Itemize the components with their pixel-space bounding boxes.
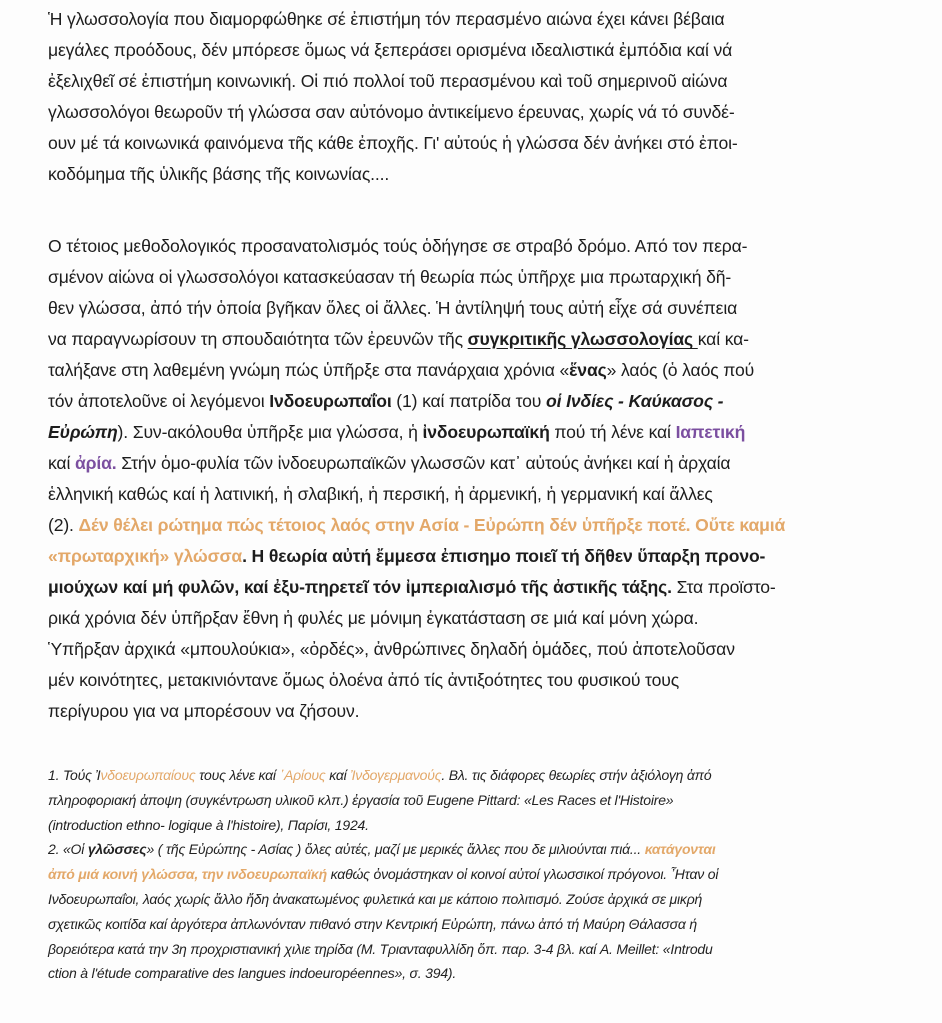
- text-line: [48, 448, 928, 479]
- bold-statement: μιούχων καί μή φυλῶν, καί ἐξυ-πηρετεῖ τόν ἰμπεριαλισμό τῆς ἀστικῆς τάξης.: [48, 577, 672, 597]
- orange-term: Ἰνδογερμανούς: [350, 767, 442, 783]
- footnote-1-line: [48, 763, 928, 788]
- bold-term: ἰνδοευρωπαϊκή: [422, 422, 550, 442]
- text-run: καί: [325, 767, 351, 783]
- text-line: Ο τέτοιος μεθοδολογικός προσανατολισμός τούς ὁδήγησε σε στραβό δρόμο. Από τον περα-: [48, 236, 748, 256]
- text-line: ουν μέ τά κοινωνικά φαινόμενα τῆς κάθε ἐποχῆς. Γι' αὐτούς ἡ γλώσσα δέν ἀνήκει στό ἐποι-: [48, 133, 738, 153]
- footnote-2-line: [48, 837, 928, 862]
- text-run: να παραγνωρίσουν τη σπουδαιότητα τῶν ἐρευνῶν τῆς: [48, 329, 468, 349]
- text-line: [48, 541, 928, 572]
- text-line: θεν γλώσσα, ἀπό τήν ὁποία βγῆκαν ὅλες οἱ ἄλλες. Ἡ ἀντίληψή τους αὐτή εἶχε σά συνέπεια: [48, 298, 738, 318]
- bold-term: ἕνας: [569, 360, 607, 380]
- text-line: ρικά χρόνια δέν ὑπῆρξαν ἔθνη ἡ φυλές με μόνιμη ἐγκατάσταση σε μιά καί μόνη χώρα.: [48, 608, 699, 628]
- footnote-2-line: ction à l'étude comparative des langues indoeuropéennes», σ. 394).: [48, 965, 457, 982]
- purple-term: Ιαπετική: [675, 422, 746, 442]
- text-line: [48, 510, 928, 541]
- text-line: [48, 355, 928, 386]
- footnote-2-line: βορειότερα κατά την 3η προχριστιανική χιλιε τηρίδα (Μ. Τριανταφυλλίδη ὅπ. παρ. 3-4 βλ. καί A. Meillet: «Introdu: [48, 940, 713, 957]
- paragraph-1: [48, 4, 928, 190]
- footnote-2-line: σχετικῶς κοιτίδα καί ἀργότερα ἀπλωνόνταν πιθανό στην Κεντρική Εὐρώπη, πάνω ἀπό τή Μαύρη Θάλασσα ή: [48, 915, 697, 932]
- text-run: 1. Τούς Ἰ: [48, 767, 101, 783]
- text-run: ). Συν-ακόλουθα ὑπῆρξε μια γλώσσα, ἡ: [117, 422, 423, 442]
- text-run: Στήν ὁμο-φυλία τῶν ἰνδοευρωπαϊκῶν γλωσσῶν κατ᾿ αὐτούς ἀνήκει καί ἡ ἀρχαία: [116, 453, 731, 473]
- text-run: πού τή λένε καί: [549, 422, 676, 442]
- text-run: καί: [48, 453, 75, 473]
- bold-term: Ινδοευρωπαΐοι: [269, 391, 392, 411]
- footnote-1-line: (introduction ethno- logique à l'histoire), Παρίσι, 1924.: [48, 816, 369, 833]
- orange-term: κατάγονται: [644, 841, 716, 858]
- paragraph-2: [48, 231, 928, 727]
- text-line: [48, 417, 928, 448]
- text-run: Στα προϊστο-: [671, 577, 776, 597]
- text-run: ταλήξανε στη λαθεμένη γνώμη πώς ὑπῆρξε στα πανάρχαια χρόνια «: [48, 360, 570, 380]
- footnote-ref: (1) καί πατρίδα του: [391, 391, 547, 411]
- text-run: τους λένε καί: [195, 767, 280, 783]
- text-line: μέν κοινότητες, μετακινιόντανε ὅμως ὁλοένα ἀπό τίς ἀντιξοότητες του φυσικού τους: [48, 670, 680, 690]
- text-line: [48, 324, 928, 355]
- text-run: . Βλ. τις διάφορες θεωρίες στήν ἀξιόλογη ἀπό: [441, 767, 712, 783]
- text-line: ἑλληνική καθώς καί ἡ λατινική, ἡ σλαβική, ἡ περσική, ἡ ἀρμενική, ἡ γερμανική καί ἄλλες: [48, 484, 713, 504]
- text-run: » ( τῆς Εὐρώπης - Ασίας ) ὅλες αὐτές, μαζί με μερικές ἄλλες που δε μιλιούνται πιά...: [146, 841, 645, 858]
- footnote-ref: (2).: [48, 515, 79, 535]
- bold-italic-term: Εὐρώπη: [48, 422, 118, 442]
- text-line: Ὑπῆρξαν ἀρχικά «μπουλούκια», «ὀρδές», ἀνθρώπινες δηλαδή ὁμάδες, πού ἀποτελοῦσαν: [48, 639, 735, 659]
- bold-italic-term: οἱ Ινδίες - Καύκασος -: [546, 391, 724, 411]
- orange-term: ῾Αρίους: [279, 767, 326, 783]
- orange-term: νδοευρωπαίους: [100, 767, 196, 783]
- orange-term: ἀπό μιά κοινή γλώσσα, την ινδοευρωπαϊκή: [48, 866, 327, 883]
- text-run: καθώς ὀνομάστηκαν οἱ κοινοί αὐτοί γλωσσικοί πρόγονοι. Ἦταν οἱ: [326, 866, 719, 883]
- text-line: γλωσσολόγοι θεωροῦν τή γλώσσα σαν αὐτόνομο ἀντικείμενο έρευνας, χωρίς νά τό συνδέ-: [48, 102, 735, 122]
- text-line: μεγάλες προόδους, δέν μπόρεσε ὅμως νά ξεπεράσει ορισμένα ιδεαλιστικά ἐμπόδια καί νά: [48, 40, 733, 60]
- bold-term: γλῶσσες: [87, 841, 147, 858]
- text-line: [48, 386, 928, 417]
- text-run: » λαός (ὁ λαός πού: [606, 360, 755, 380]
- text-run: τόν ἀποτελοῦνε οἱ λεγόμενοι: [48, 391, 270, 411]
- text-run: καί κα-: [697, 329, 749, 349]
- footnote-1-line: πληροφοριακή ἀποψη (συγκέντρωση υλικοῦ κλπ.) ἐργασία τοῦ Eugene Pittard: «Les Races et l'Histoire»: [48, 791, 674, 808]
- text-line: Ἡ γλωσσολογία που διαμορφώθηκε σέ ἐπιστήμη τόν περασμένο αιώνα έχει κάνει βέβαια: [48, 9, 725, 29]
- footnotes: [48, 763, 928, 986]
- orange-highlight: Δέν θέλει ρώτημα πώς τέτοιος λαός στην Ασία - Εὐρώπη δέν ὑπῆρξε ποτέ. Οὔτε καμιά: [78, 515, 786, 535]
- text-line: ἐξελιχθεῖ σέ ἐπιστήμη κοινωνική. Οἱ πιό πολλοί τοῦ περασμένου καὶ τοῦ σημερινοῦ αἰώνα: [48, 71, 728, 91]
- bold-statement: . Η θεωρία αὐτή ἔμμεσα ἐπισημο ποιεῖ τή δῆθεν ὕπαρξη προνο-: [242, 546, 766, 566]
- text-line: σμένον αἰώνα οἱ γλωσσολόγοι κατασκεύασαν τή θεωρία πώς ὑπῆρχε μια πρωταρχική δῆ-: [48, 267, 732, 287]
- text-line: κοδόμημα τῆς ὑλικῆς βάσης τῆς κοινωνίας....: [48, 164, 390, 184]
- text-line: [48, 572, 928, 603]
- purple-term: ἀρία.: [74, 453, 117, 473]
- underlined-term: συγκριτικῆς γλωσσολογίας: [467, 329, 698, 349]
- orange-highlight: «πρωταρχική» γλώσσα: [48, 546, 243, 566]
- text-line: περίγυρου για να μπορέσουν να ζήσουν.: [48, 701, 360, 721]
- text-run: 2. «Οἱ: [48, 841, 88, 858]
- footnote-2-line: [48, 862, 928, 887]
- footnote-2-line: Ινδοευρωπαΐοι, λαός χωρίς ἄλλο ἤδη ἀνακατωμένος φυλετικά και με κάποιο πολιτισμό. Ζούσε ἀρχικά σε μικρή: [48, 890, 703, 907]
